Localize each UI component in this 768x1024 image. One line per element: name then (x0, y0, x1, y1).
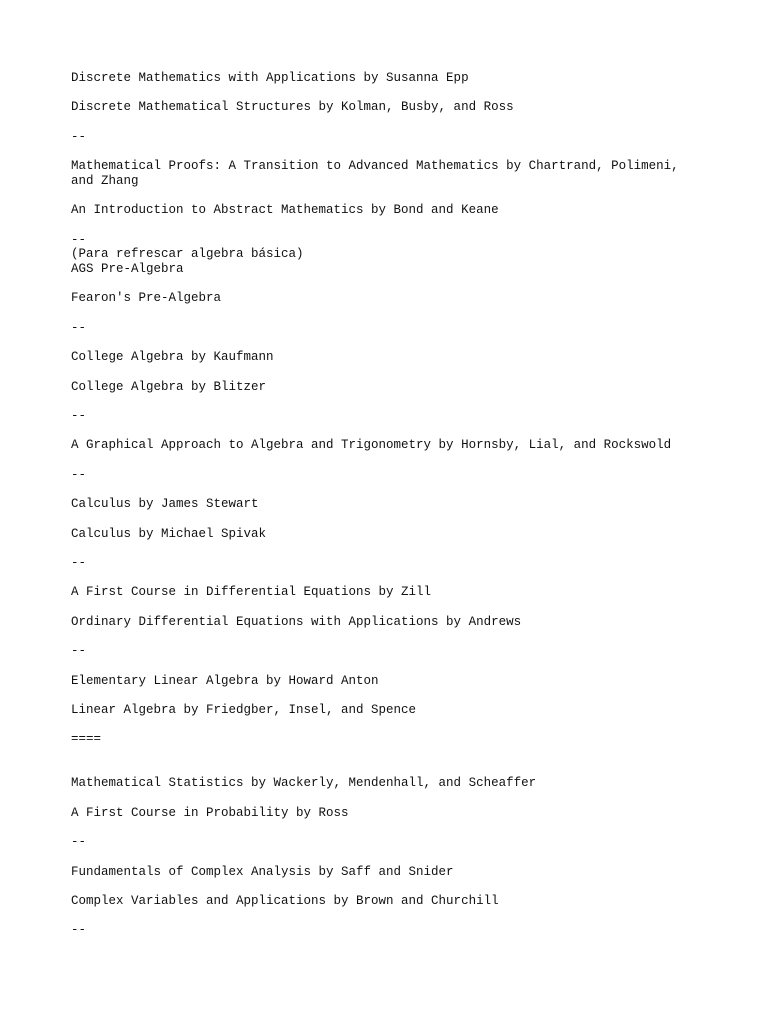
text-line: Calculus by Michael Spivak (71, 526, 267, 541)
text-line: Mathematical Proofs: A Transition to Advanced Mathematics by Chartrand, Polimeni, (71, 159, 679, 174)
text-paragraph (71, 409, 711, 424)
text-line: -- (71, 320, 87, 335)
text-line: and Zhang (71, 173, 139, 188)
text-line: College Algebra by Kaufmann (71, 350, 274, 365)
text-line: An Introduction to Abstract Mathematics by Bond and Keane (71, 203, 499, 218)
text-paragraph (71, 100, 711, 115)
text-paragraph (71, 468, 711, 483)
text-paragraph (71, 835, 711, 850)
text-line: A First Course in Differential Equations by Zill (71, 585, 432, 600)
text-line: College Algebra by Blitzer (71, 379, 267, 394)
text-paragraph (71, 380, 711, 395)
text-paragraph (71, 497, 711, 512)
text-paragraph (71, 130, 711, 145)
text-line: -- (71, 232, 87, 247)
text-paragraph (71, 732, 711, 747)
text-line: -- (71, 555, 87, 570)
text-paragraph (71, 894, 711, 909)
text-paragraph (71, 644, 711, 659)
text-paragraph (71, 806, 711, 821)
text-line: Fundamentals of Complex Analysis by Saff and Snider (71, 864, 454, 879)
text-line: Discrete Mathematical Structures by Kolman, Busby, and Ross (71, 100, 514, 115)
section-spacer (71, 762, 711, 777)
text-paragraph (71, 527, 711, 542)
text-paragraph (71, 233, 711, 277)
text-paragraph (71, 615, 711, 630)
text-line: Calculus by James Stewart (71, 497, 259, 512)
text-paragraph (71, 321, 711, 336)
text-line: Linear Algebra by Friedgber, Insel, and Spence (71, 702, 417, 717)
text-line: -- (71, 129, 87, 144)
text-line: Fearon's Pre-Algebra (71, 291, 222, 306)
text-line: -- (71, 923, 87, 938)
text-line: A Graphical Approach to Algebra and Trigonometry by Hornsby, Lial, and Rockswold (71, 438, 672, 453)
text-line: (Para refrescar algebra básica) (71, 247, 304, 262)
text-paragraph (71, 350, 711, 365)
text-paragraph (71, 203, 711, 218)
text-line: -- (71, 467, 87, 482)
text-line: Discrete Mathematics with Applications by Susanna Epp (71, 71, 469, 85)
text-line: -- (71, 409, 87, 424)
text-paragraph (71, 556, 711, 571)
text-line: -- (71, 835, 87, 850)
text-line: Complex Variables and Applications by Brown and Churchill (71, 893, 499, 908)
text-line: A First Course in Probability by Ross (71, 805, 349, 820)
text-paragraph (71, 71, 711, 86)
text-paragraph (71, 776, 711, 791)
text-paragraph (71, 865, 711, 880)
text-paragraph (71, 585, 711, 600)
text-paragraph (71, 923, 711, 938)
text-line: -- (71, 644, 87, 659)
text-paragraph (71, 438, 711, 453)
text-line: Ordinary Differential Equations with Applications by Andrews (71, 614, 522, 629)
text-line: ==== (71, 732, 102, 747)
text-paragraph (71, 159, 711, 188)
text-line: Mathematical Statistics by Wackerly, Mendenhall, and Scheaffer (71, 776, 537, 791)
text-paragraph (71, 291, 711, 306)
text-paragraph (71, 703, 711, 718)
text-line: Elementary Linear Algebra by Howard Anton (71, 673, 379, 688)
text-paragraph (71, 674, 711, 689)
document-body (71, 71, 711, 953)
text-line: AGS Pre-Algebra (71, 262, 184, 277)
